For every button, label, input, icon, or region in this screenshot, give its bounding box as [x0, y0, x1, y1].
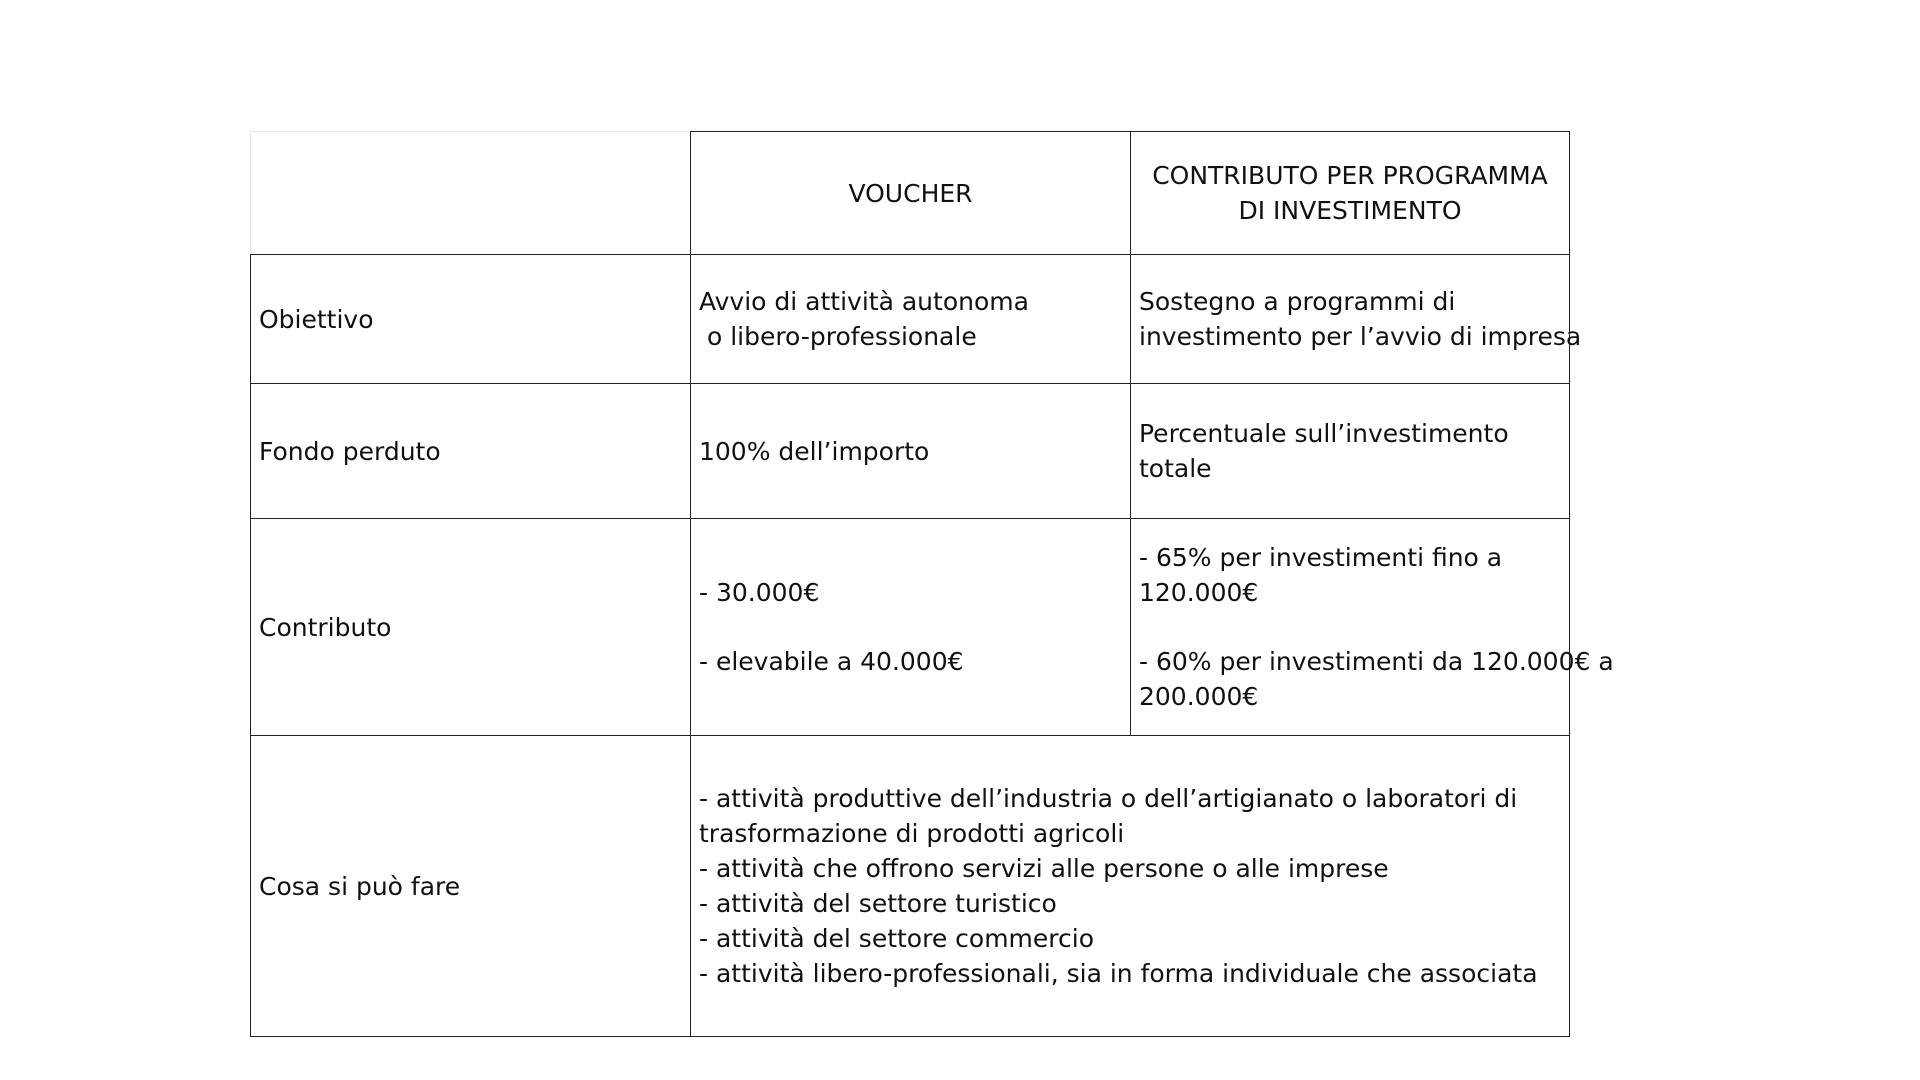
table-row-obiettivo [251, 255, 1570, 384]
comparison-table-container [250, 131, 1614, 1036]
table-header-row [251, 132, 1570, 255]
column-header-programma-line1: CONTRIBUTO PER PROGRAMMA [1152, 161, 1548, 190]
line-spacer [1139, 610, 1561, 644]
row-header-cosa-si-puo-fare [251, 736, 691, 1037]
cell-text: investimento per l’avvio di impresa [1139, 322, 1582, 351]
list-item: - attività produttive dell’industria o dell’artigianato o laboratori di [699, 784, 1518, 813]
cell-obiettivo-voucher [691, 255, 1131, 384]
list-item: - attività libero-professionali, sia in forma individuale che associata [699, 959, 1538, 988]
table-row-contributo [251, 519, 1570, 736]
comparison-table [250, 131, 1614, 1037]
cell-contributo-voucher [691, 519, 1131, 736]
table-row-fondo-perduto [251, 384, 1570, 519]
list-item: - attività del settore commercio [699, 924, 1094, 953]
cell-text: 120.000€ [1139, 578, 1259, 607]
cell-fondo-perduto-programma [1131, 384, 1570, 519]
list-item: - attività del settore turistico [699, 889, 1057, 918]
cell-text: Sostegno a programmi di [1139, 287, 1456, 316]
cell-contributo-programma [1131, 519, 1614, 736]
cell-fondo-perduto-voucher [691, 384, 1131, 519]
corner-cell [251, 132, 691, 255]
row-header-fondo-perduto-label: Fondo perduto [259, 436, 441, 466]
column-header-voucher [691, 132, 1131, 255]
row-header-fondo-perduto [251, 384, 691, 519]
cell-text: - elevabile a 40.000€ [699, 647, 964, 676]
list-item: trasformazione di prodotti agricoli [699, 819, 1125, 848]
table-row-cosa-si-puo-fare [251, 736, 1570, 1037]
list-item: - attività che offrono servizi alle persone o alle imprese [699, 854, 1389, 883]
cell-text: 200.000€ [1139, 682, 1259, 711]
cell-text: - 60% per investimenti da 120.000€ a [1139, 647, 1614, 676]
cell-text: - 65% per investimenti fino a [1139, 543, 1503, 572]
cell-text: o libero-professionale [699, 322, 977, 351]
column-header-programma [1131, 132, 1570, 255]
cell-obiettivo-programma [1131, 255, 1582, 384]
column-header-programma-line2: DI INVESTIMENTO [1238, 196, 1462, 225]
row-header-cosa-si-puo-fare-label: Cosa si può fare [259, 871, 461, 901]
cell-text: Avvio di attività autonoma [699, 287, 1029, 316]
row-header-contributo [251, 519, 691, 736]
column-header-voucher-label: VOUCHER [848, 178, 973, 208]
cell-text: Percentuale sull’investimento [1139, 419, 1509, 448]
cell-text: 100% dell’importo [699, 436, 930, 466]
cell-text: - 30.000€ [699, 578, 820, 607]
row-header-contributo-label: Contributo [259, 612, 392, 642]
cell-cosa-si-puo-fare [691, 736, 1570, 1037]
row-header-obiettivo [251, 255, 691, 384]
row-header-obiettivo-label: Obiettivo [259, 304, 374, 334]
cell-text: totale [1139, 454, 1212, 483]
line-spacer [699, 610, 1122, 644]
